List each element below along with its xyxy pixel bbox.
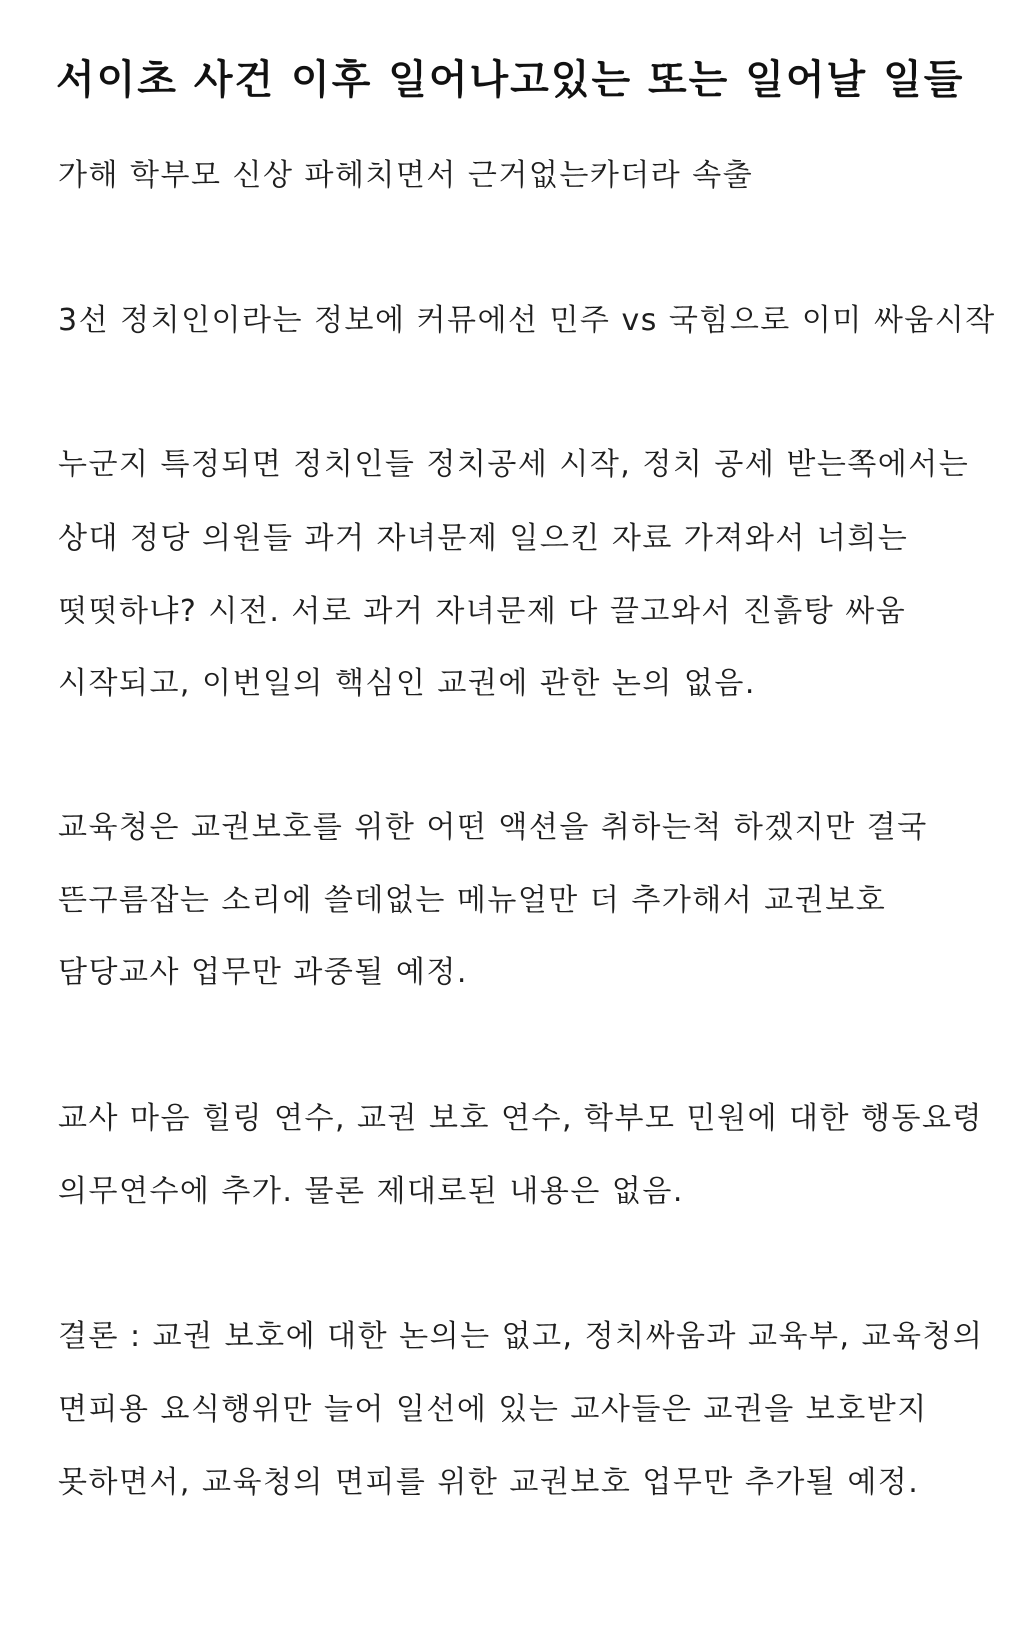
paragraph-6-line-2: 면피용 요식행위만 늘어 일선에 있는 교사들은 교권을 보호받지	[58, 1392, 928, 1427]
paragraph-5-line-2: 의무연수에 추가. 물론 제대로된 내용은 없음.	[58, 1174, 684, 1209]
paragraph-4-line-2: 뜬구름잡는 소리에 쓸데없는 메뉴얼만 더 추가해서 교권보호	[58, 883, 887, 918]
paragraph-3-line-3: 떳떳하냐? 시전. 서로 과거 자녀문제 다 끌고와서 진흙탕 싸움	[58, 594, 907, 629]
paragraph-3-line-1: 누군지 특정되면 정치인들 정치공세 시작, 정치 공세 받는쪽에서는	[58, 447, 970, 482]
paragraph-4-line-1: 교육청은 교권보호를 위한 어떤 액션을 취하는척 하겠지만 결국	[58, 810, 928, 845]
paragraph-6-line-3: 못하면서, 교육청의 면피를 위한 교권보호 업무만 추가될 예정.	[58, 1465, 920, 1500]
paragraph-5-line-1: 교사 마음 힐링 연수, 교권 보호 연수, 학부모 민원에 대한 행동요령	[58, 1101, 983, 1136]
paragraph-3-line-4: 시작되고, 이번일의 핵심인 교권에 관한 논의 없음.	[58, 666, 756, 701]
paragraph-6-line-1: 결론 : 교권 보호에 대한 논의는 없고, 정치싸움과 교육부, 교육청의	[58, 1319, 984, 1354]
paragraph-1-line-1: 가해 학부모 신상 파헤치면서 근거없는카더라 속출	[58, 158, 754, 193]
paragraph-3-line-2: 상대 정당 의원들 과거 자녀문제 일으킨 자료 가져와서 너희는	[58, 521, 909, 556]
document-title: 서이초 사건 이후 일어나고있는 또는 일어날 일들	[56, 57, 965, 103]
paragraph-4-line-3: 담당교사 업무만 과중될 예정.	[58, 955, 468, 990]
paragraph-2-line-1: 3선 정치인이라는 정보에 커뮤에선 민주 vs 국힘으로 이미 싸움시작	[58, 303, 996, 338]
